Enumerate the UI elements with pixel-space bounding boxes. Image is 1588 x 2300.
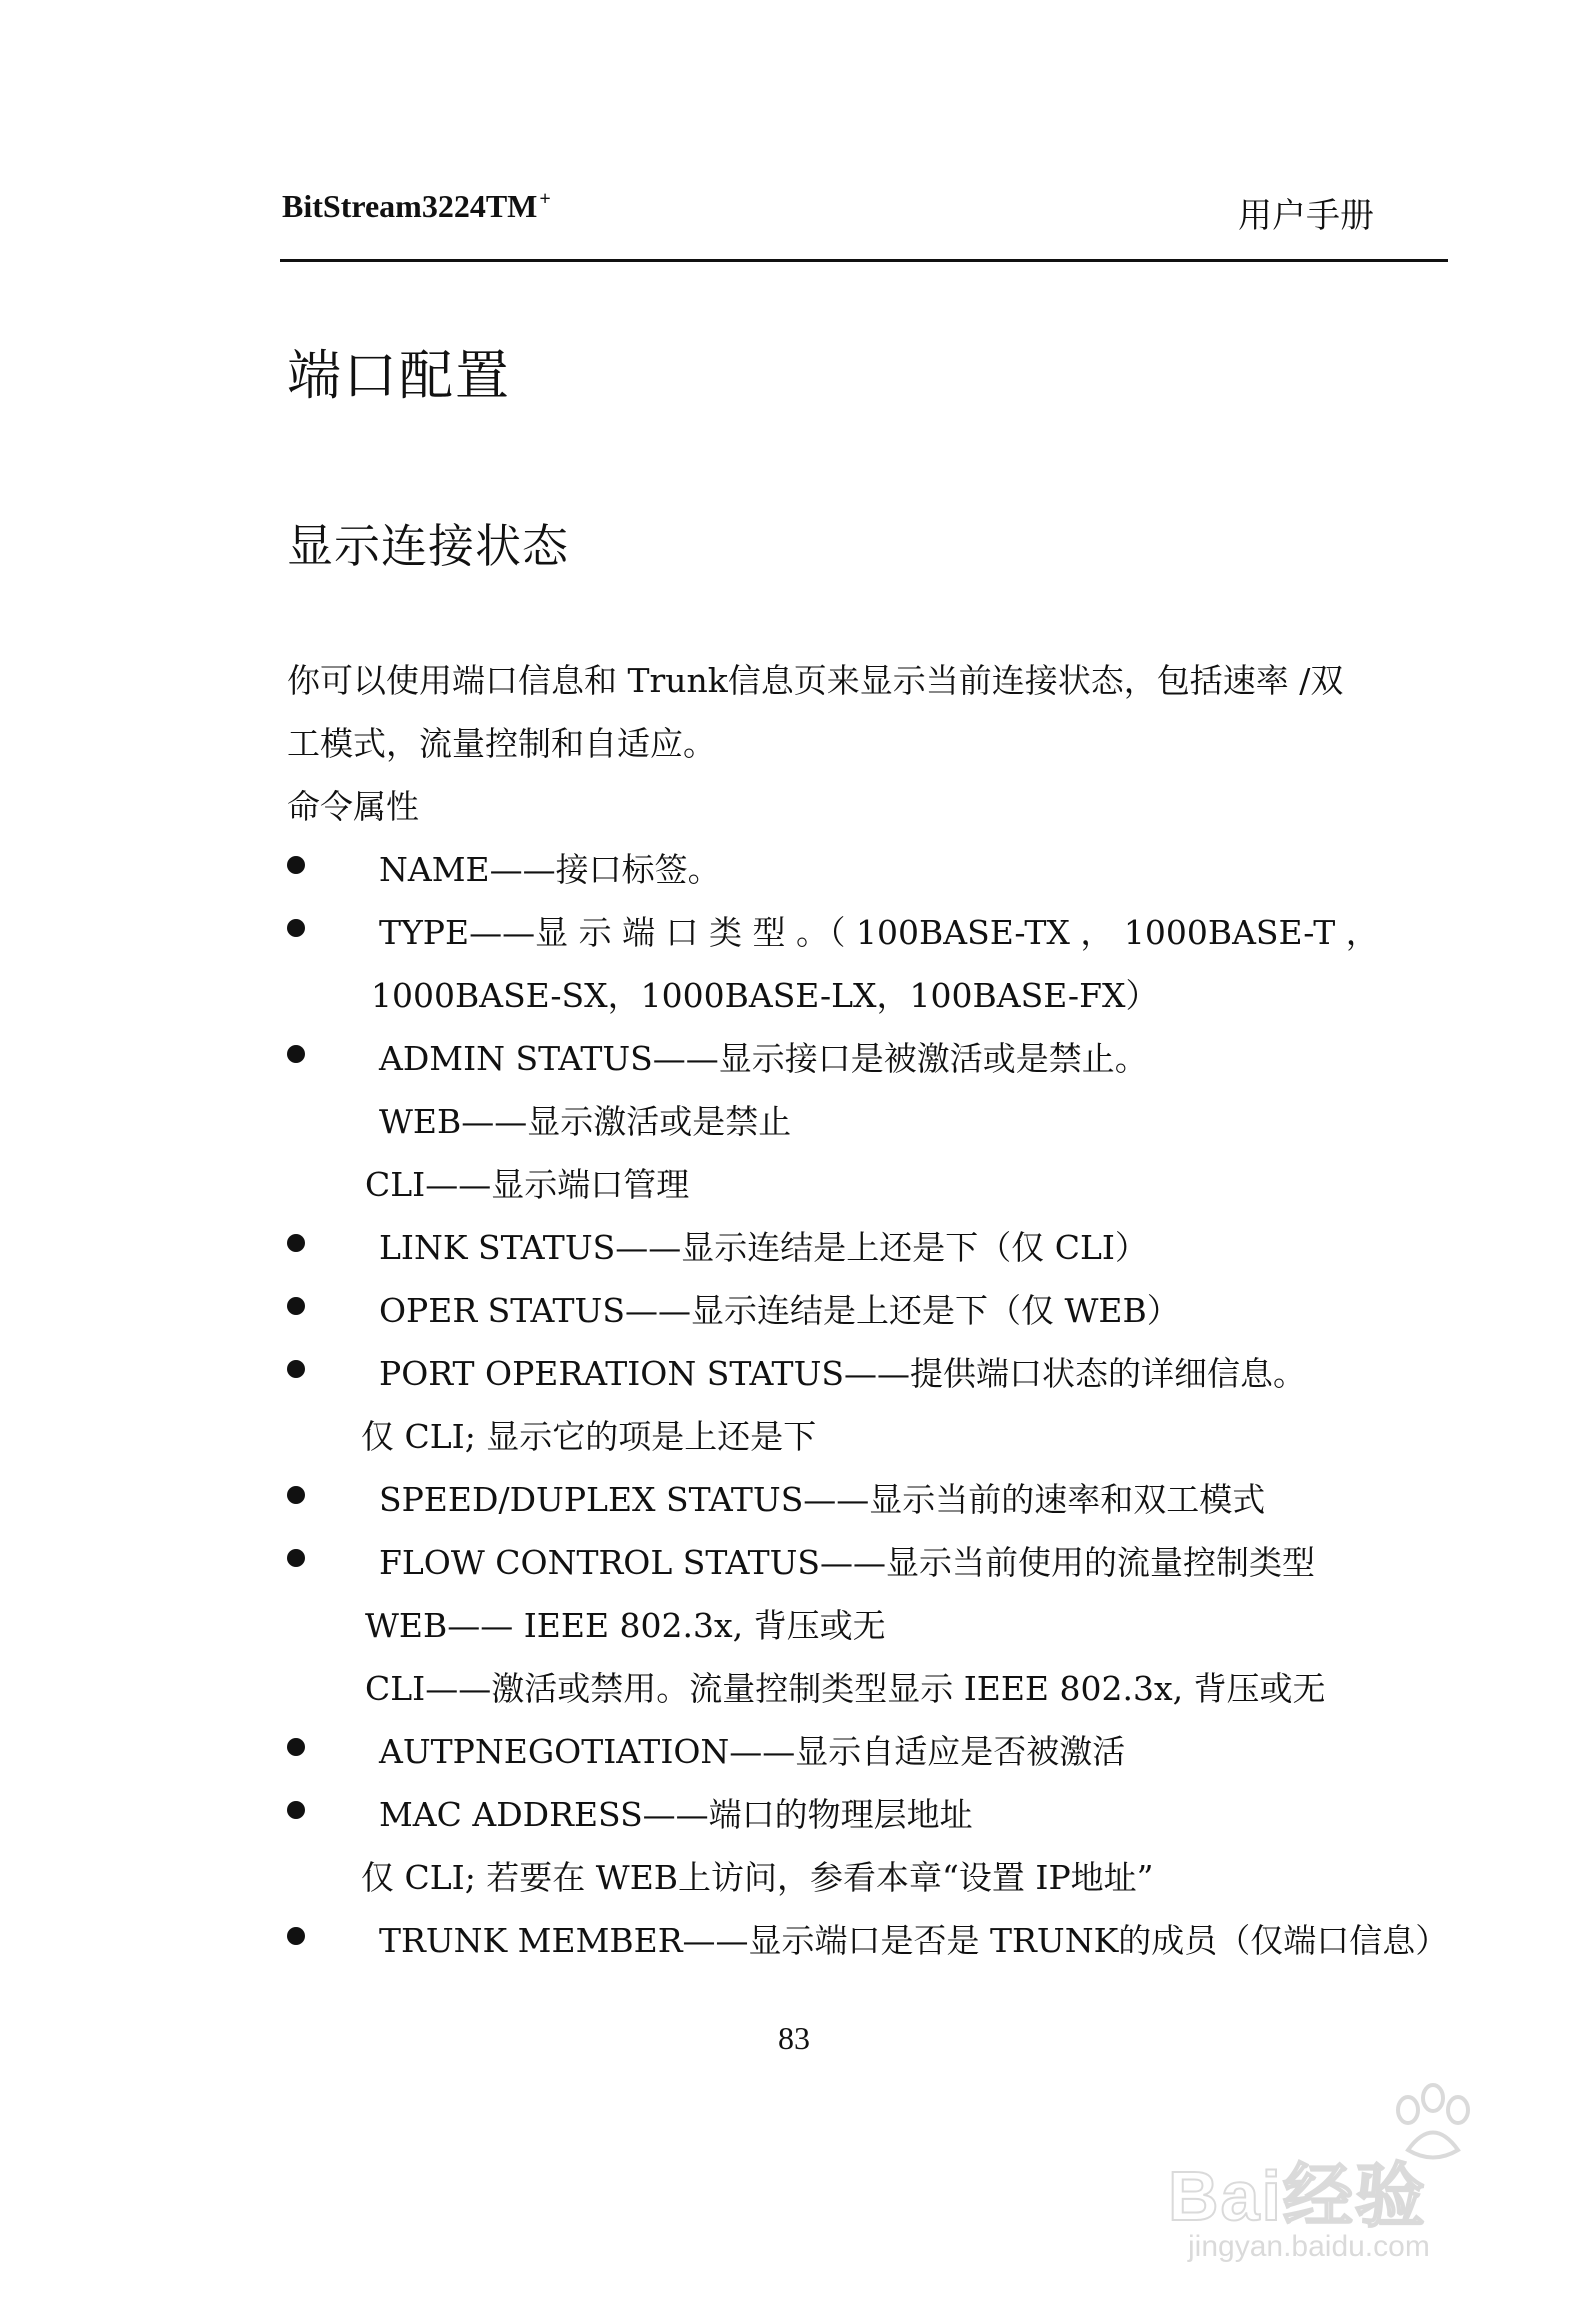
intro-line-2: 工模式，流量控制和自适应。 [287, 724, 716, 763]
watermark-brand: Bai经验 [1168, 2157, 1427, 2235]
page-number: 83 [778, 2020, 810, 2056]
bullet-icon [287, 1486, 305, 1504]
bullet-icon [287, 919, 305, 937]
bullet-icon [287, 1738, 305, 1756]
chapter-title: 端口配置 [287, 344, 511, 407]
bullet-icon [287, 1045, 305, 1063]
bullet-icon [287, 1549, 305, 1567]
watermark [1128, 2080, 1508, 2280]
header-rule [280, 259, 1448, 262]
section-title: 显示连接状态 [287, 519, 569, 573]
bullet-icon [287, 856, 305, 874]
bullet-icon [287, 1927, 305, 1945]
page-header [282, 188, 1446, 236]
manual-label: 用户手册 [1238, 196, 1374, 236]
intro-line-1: 你可以使用端口信息和 Trunk信息页来显示当前连接状态，包括速率 /双 [287, 661, 1344, 700]
bullet-icon [287, 1234, 305, 1252]
command-attributes-label: 命令属性 [287, 787, 419, 826]
bullet-icon [287, 1297, 305, 1315]
watermark-url: jingyan.baidu.com [1188, 2230, 1430, 2263]
bullet-icon [287, 1801, 305, 1819]
product-name: BitStream3224TM + [282, 188, 551, 224]
bullet-icon [287, 1360, 305, 1378]
